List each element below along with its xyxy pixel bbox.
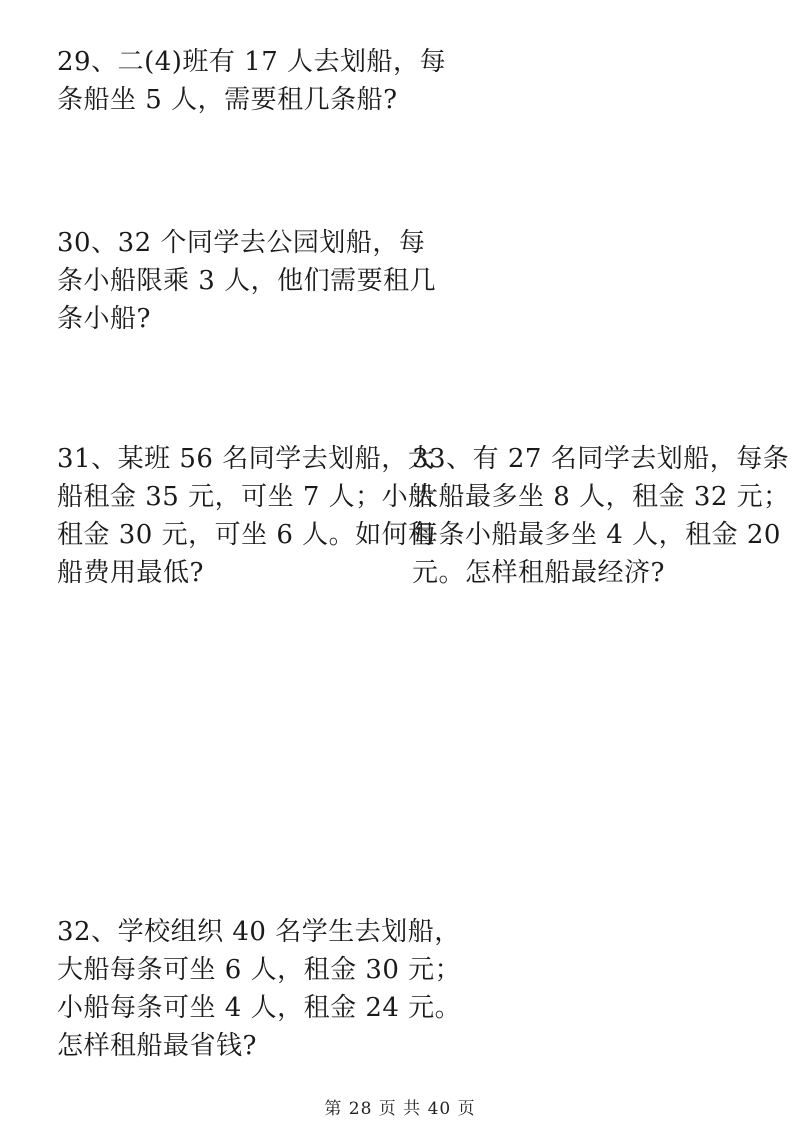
problem-line: 船费用最低? <box>57 558 204 588</box>
problem-line: 条小船限乘 3 人，他们需要租几 <box>57 266 437 296</box>
problem-line: 船租金 35 元，可坐 7 人；小船 <box>57 482 435 512</box>
problem-line: 30、32 个同学去公园划船，每 <box>57 228 426 258</box>
problem-line: 条小船? <box>57 304 151 334</box>
problem-line: 大船每条可坐 6 人，租金 30 元； <box>57 955 462 985</box>
problem-31 <box>57 440 435 592</box>
problem-line: 每条小船最多坐 4 人，租金 20 <box>412 520 781 550</box>
problem-line: 怎样租船最省钱? <box>57 1031 257 1061</box>
problem-33 <box>412 440 790 592</box>
problem-line: 大船最多坐 8 人，租金 32 元； <box>412 482 790 512</box>
page-number-footer: 第 28 页 共 40 页 <box>324 1099 476 1119</box>
problem-line: 元。怎样租船最经济? <box>412 558 665 588</box>
problem-29 <box>57 43 446 119</box>
problem-line: 条船坐 5 人，需要租几条船? <box>57 85 398 115</box>
problem-line: 33、有 27 名同学去划船，每条 <box>412 444 790 474</box>
problem-line: 租金 30 元，可坐 6 人。如何租 <box>57 520 435 550</box>
problem-line: 31、某班 56 名同学去划船，大 <box>57 444 435 474</box>
problem-line: 32、学校组织 40 名学生去划船， <box>57 917 461 947</box>
problem-32 <box>57 913 461 1065</box>
problem-30 <box>57 224 436 338</box>
problem-line: 29、二(4)班有 17 人去划船，每 <box>57 47 447 77</box>
problem-line: 小船每条可坐 4 人，租金 24 元。 <box>57 993 462 1023</box>
